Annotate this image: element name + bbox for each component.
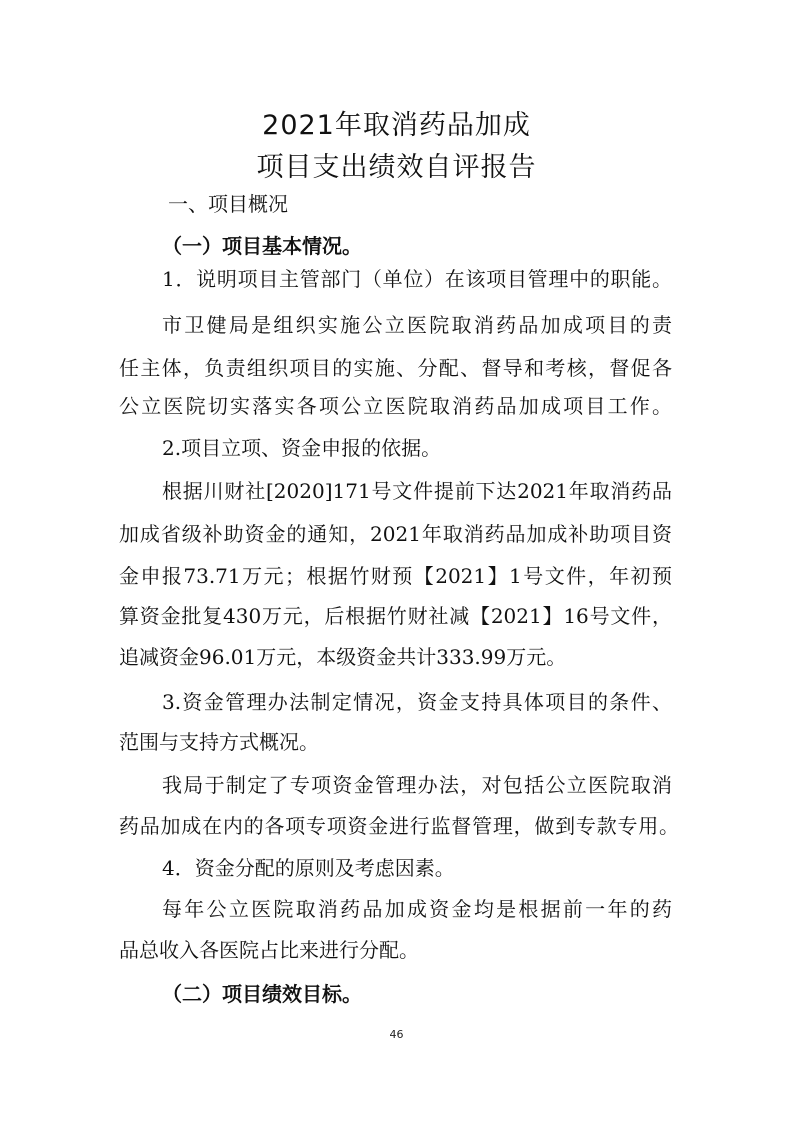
paragraph-line: 加成省级补助资金的通知，2021年取消药品加成补助项目资 [119, 522, 672, 546]
paragraph-line: 追减资金96.01万元，本级资金共计333.99万元。 [119, 645, 567, 669]
paragraph-line: 4．资金分配的原则及考虑因素。 [162, 856, 455, 880]
subsection-heading-basic-info: （一）项目基本情况。 [162, 234, 362, 258]
paragraph-line: 药品加成在内的各项专项资金进行监督管理，做到专款专用。 [119, 814, 679, 838]
paragraph-line: 根据川财社[2020]171号文件提前下达2021年取消药品 [162, 479, 672, 503]
paragraph-line: 公立医院切实落实各项公立医院取消药品加成项目工作。 [119, 394, 672, 418]
document-title-line-1: 2021年取消药品加成 [262, 110, 531, 141]
paragraph-line: 1．说明项目主管部门（单位）在该项目管理中的职能。 [162, 267, 672, 291]
paragraph-line: 市卫健局是组织实施公立医院取消药品加成项目的责 [162, 313, 672, 337]
paragraph-line: 2.项目立项、资金申报的依据。 [162, 436, 442, 460]
subsection-heading-performance-goals: （二）项目绩效目标。 [162, 982, 362, 1006]
paragraph-line: 品总收入各医院占比来进行分配。 [119, 938, 419, 962]
section-heading-project-overview: 一、项目概况 [168, 192, 288, 216]
paragraph-line: 范围与支持方式概况。 [119, 730, 319, 754]
paragraph-line: 金申报73.71万元；根据竹财预【2021】1号文件，年初预 [119, 564, 672, 588]
page-number: 46 [389, 1028, 404, 1041]
document-title-line-2: 项目支出绩效自评报告 [256, 152, 537, 183]
paragraph-line: 我局于制定了专项资金管理办法，对包括公立医院取消 [162, 773, 672, 797]
paragraph-line: 任主体，负责组织项目的实施、分配、督导和考核，督促各 [119, 356, 672, 380]
paragraph-line: 算资金批复430万元，后根据竹财社减【2021】16号文件， [119, 604, 672, 628]
paragraph-line: 每年公立医院取消药品加成资金均是根据前一年的药 [162, 897, 672, 921]
paragraph-line: 3.资金管理办法制定情况，资金支持具体项目的条件、 [162, 690, 672, 714]
